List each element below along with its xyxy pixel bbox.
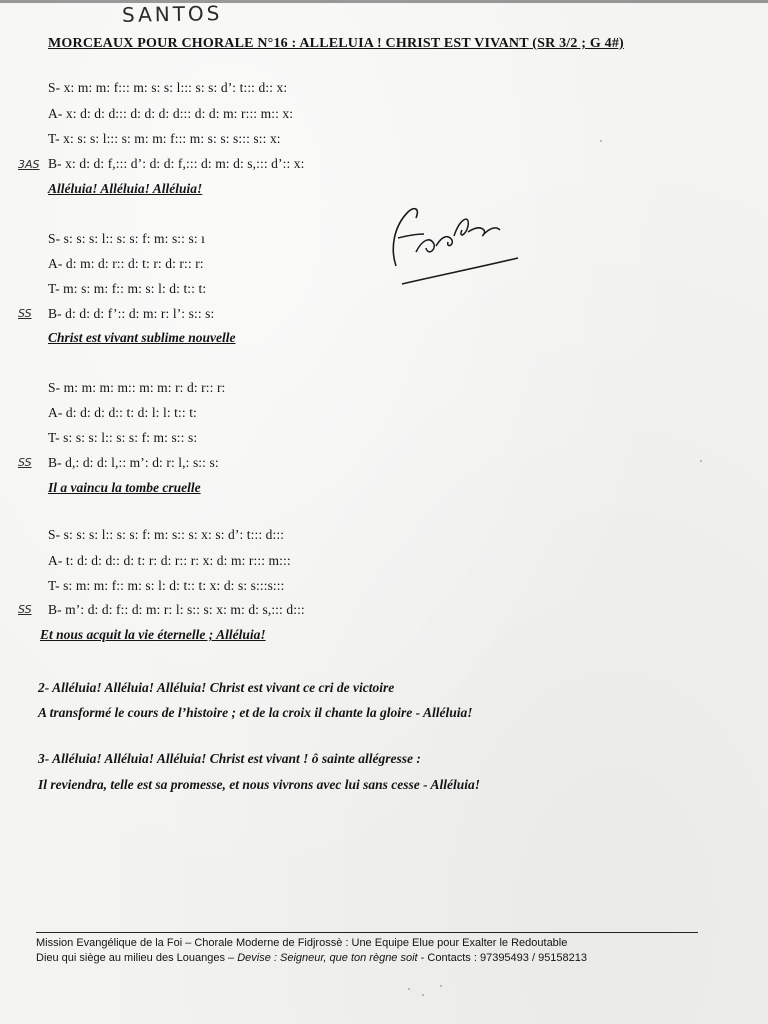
alto-line: A- d: m: d: r:: d: t: r: d: r:: r: — [48, 256, 204, 271]
lyric-line: Alléluia! Alléluia! Alléluia! — [48, 181, 203, 196]
margin-note: SS — [18, 456, 32, 469]
scan-speck — [700, 460, 702, 462]
bass-line: B- m’: d: d: f:: d: m: r: l: s:: s: x: m: d: s,::: d::: — [48, 602, 305, 617]
signature — [376, 196, 526, 291]
scan-speck — [440, 985, 442, 987]
footer-rule — [36, 932, 698, 933]
soprano-line: S- m: m: m: m:: m: m: r: d: r:: r: — [48, 380, 226, 395]
soprano-line: S- s: s: s: l:: s: s: f: m: s:: s: ı — [48, 231, 206, 246]
tenor-line: T- s: s: s: l:: s: s: f: m: s:: s: — [48, 430, 198, 445]
soprano-line: S- s: s: s: l:: s: s: f: m: s:: s: x: s: d’: t::: d::: — [48, 527, 285, 542]
tenor-line: T- s: m: m: f:: m: s: l: d: t:: t: x: d: s: s:::s::: — [48, 578, 285, 593]
margin-note: SS — [18, 307, 32, 320]
footer-contacts: - Contacts : 97395493 / 95158213 — [417, 952, 588, 964]
footer-line-1: Mission Evangélique de la Foi – Chorale Moderne de Fidjrossè : Une Equipe Elue pour Exalter le Redoutable — [36, 937, 568, 949]
footer — [36, 936, 587, 966]
verse-3-line-1: 3- Alléluia! Alléluia! Alléluia! Christ est vivant ! ô sainte allégresse : — [38, 751, 421, 766]
margin-note: 3AS — [18, 158, 40, 171]
bass-line: B- x: d: d: f,::: d’: d: d: f,::: d: m: d: s,::: d’:: x: — [48, 156, 305, 171]
margin-note: SS — [18, 603, 32, 616]
soprano-line: S- x: m: m: f::: m: s: s: l::: s: s: d’: t::: d:: x: — [48, 80, 288, 95]
footer-prefix: Dieu qui siège au milieu des Louanges – — [36, 952, 238, 964]
page-title: MORCEAUX POUR CHORALE N°16 : ALLELUIA ! CHRIST EST VIVANT (SR 3/2 ; G 4#) — [48, 36, 624, 51]
handwritten-name: SANTOS — [121, 1, 223, 27]
scan-speck — [408, 988, 410, 990]
alto-line: A- t: d: d: d:: d: t: r: d: r:: r: x: d: m: r::: m::: — [48, 553, 291, 568]
alto-line: A- d: d: d: d:: t: d: l: l: t:: t: — [48, 405, 197, 420]
scan-top-edge — [0, 0, 768, 3]
verse-2-line-1: 2- Alléluia! Alléluia! Alléluia! Christ est vivant ce cri de victoire — [38, 680, 395, 695]
footer-devise: Devise : Seigneur, que ton règne soit — [237, 952, 418, 964]
verse-3-line-2: Il reviendra, telle est sa promesse, et nous vivrons avec lui sans cesse - Alléluia! — [38, 777, 480, 792]
scan-speck — [422, 994, 424, 996]
alto-line: A- x: d: d: d::: d: d: d: d::: d: d: m: r::: m:: x: — [48, 106, 294, 121]
lyric-line: Il a vaincu la tombe cruelle — [48, 480, 201, 495]
bass-line: B- d,: d: d: l,:: m’: d: r: l,: s:: s: — [48, 455, 219, 470]
signature-text: Frère Brice — [376, 196, 381, 197]
verse-2-line-2: A transformé le cours de l’histoire ; et de la croix il chante la gloire - Alléluia! — [38, 705, 473, 720]
bass-line: B- d: d: d: f’:: d: m: r: l’: s:: s: — [48, 306, 215, 321]
tenor-line: T- x: s: s: l::: s: m: m: f::: m: s: s: s::: s:: x: — [48, 131, 281, 146]
tenor-line: T- m: s: m: f:: m: s: l: d: t:: t: — [48, 281, 207, 296]
scan-speck — [600, 140, 602, 142]
footer-line-2 — [36, 951, 587, 966]
lyric-line: Et nous acquit la vie éternelle ; Alléluia! — [40, 627, 266, 642]
lyric-line: Christ est vivant sublime nouvelle — [48, 330, 236, 345]
